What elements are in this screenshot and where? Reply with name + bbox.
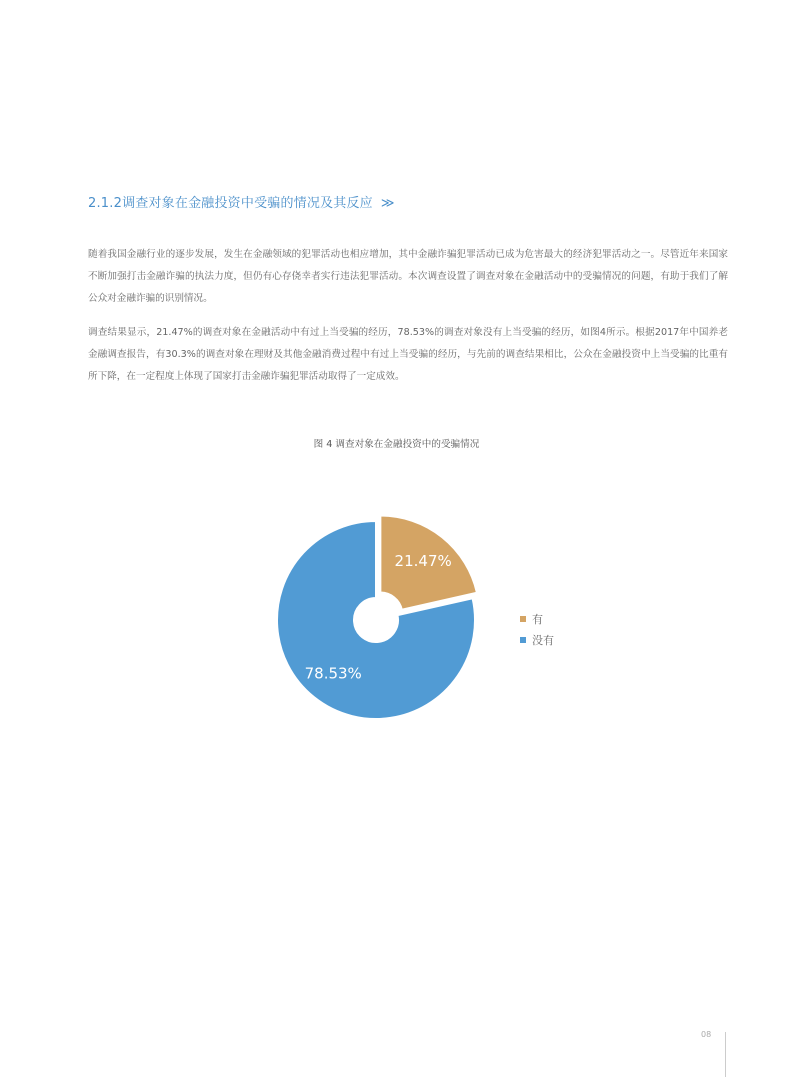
legend-swatch-yes (520, 616, 526, 622)
legend-item-no (520, 629, 554, 650)
pie-label-no: 78.53% (304, 664, 362, 683)
section-title: 2.1.2调查对象在金融投资中受骗的情况及其反应 (88, 196, 373, 211)
pie-label-yes: 21.47% (394, 552, 452, 571)
figure-caption: 图 4 调查对象在金融投资中的受骗情况 (313, 439, 480, 450)
page-number: 08 (701, 1030, 712, 1039)
section-heading (88, 192, 395, 211)
legend-label-no: 没有 (532, 633, 554, 647)
footer-divider (725, 1032, 726, 1077)
body-paragraph-1: 随着我国金融行业的逐步发展，发生在金融领域的犯罪活动也相应增加，其中金融诈骗犯罪活动已成为危害最大的经济犯罪活动之一。尽管近年来国家不断加强打击金融诈骗的执法力度，但仍有心存侥幸者实行违法犯罪活动。本次调查设置了调查对象在金融活动中的受骗情况的问题，有助于我们了解公众对金融诈骗的识别情况。 (88, 249, 728, 304)
legend-label-yes: 有 (532, 612, 543, 626)
body-paragraph-2: 调查结果显示，21.47%的调查对象在金融活动中有过上当受骗的经历，78.53%的调查对象没有上当受骗的经历，如图4所示。根据2017年中国养老金融调查报告，有30.3%的调查对象在理财及其他金融消费过程中有过上当受骗的经历，与先前的调查结果相比，公众在金融投资中上当受骗的比重有所下降，在一定程度上体现了国家打击金融诈骗犯罪活动取得了一定成效。 (88, 327, 728, 382)
legend-swatch-no (520, 637, 526, 643)
legend-item-yes (520, 608, 554, 629)
double-chevron-right-icon: ≫ (380, 196, 395, 211)
chart-legend (520, 608, 554, 650)
pie-chart (270, 505, 500, 735)
